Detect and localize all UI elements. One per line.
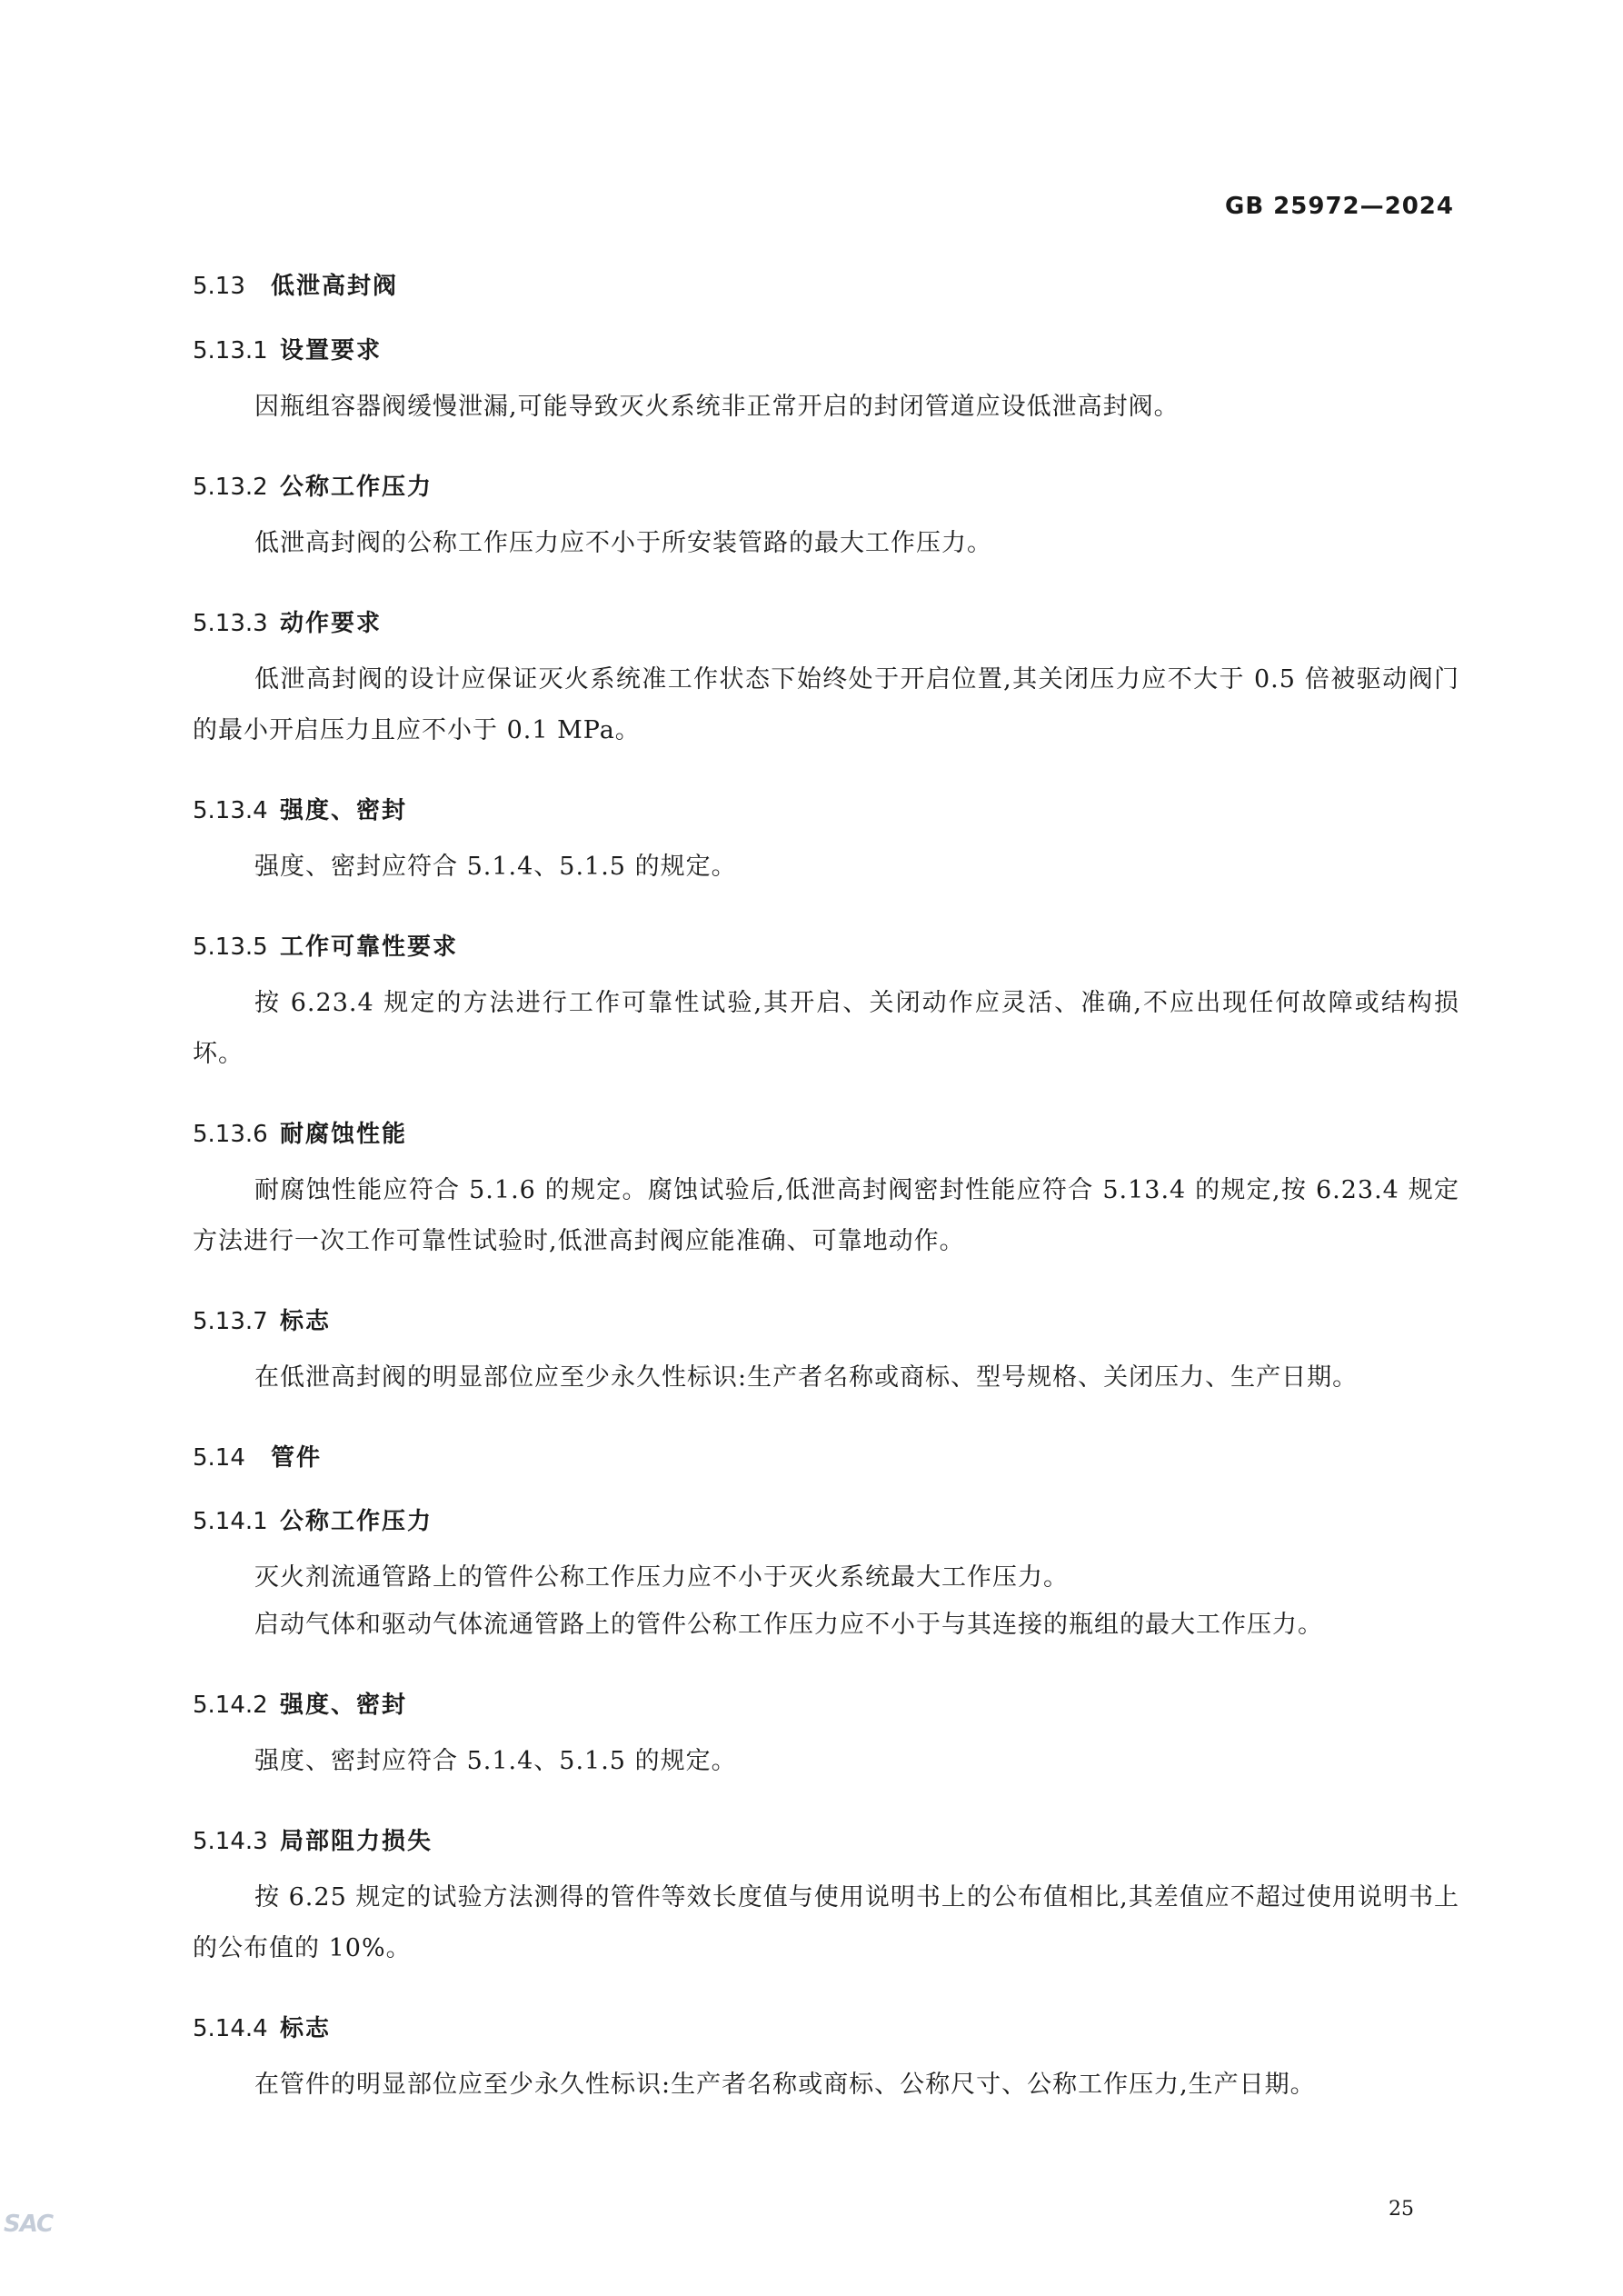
paragraph-5-14-1-a: 灭火剂流通管路上的管件公称工作压力应不小于灭火系统最大工作压力。 (254, 1563, 1069, 1592)
paragraph-5-13-5: 按 6.23.4 规定的方法进行工作可靠性试验,其开启、关闭动作应灵活、准确,不应出现任何故障或结构损坏。 (193, 989, 1459, 1068)
heading-5-13-6: 5.13.6 耐腐蚀性能 (193, 1121, 408, 1148)
paragraph-5-14-2: 强度、密封应符合 5.1.4、5.1.5 的规定。 (254, 1747, 737, 1775)
paragraph-5-13-6: 耐腐蚀性能应符合 5.1.6 的规定。腐蚀试验后,低泄高封阀密封性能应符合 5.13.4 的规定,按 6.23.4 规定方法进行一次工作可靠性试验时,低泄高封阀应能准确、可靠地动作。 (193, 1176, 1459, 1255)
heading-5-13-7: 5.13.7 标志 (193, 1308, 332, 1335)
heading-5-14-2: 5.14.2 强度、密封 (193, 1692, 408, 1719)
heading-5-13-2: 5.13.2 公称工作压力 (193, 474, 433, 501)
heading-5-14: 5.14 管件 (193, 1444, 323, 1472)
heading-5-14-1: 5.14.1 公称工作压力 (193, 1508, 433, 1535)
heading-5-13-1: 5.13.1 设置要求 (193, 337, 383, 364)
paragraph-5-13-2: 低泄高封阀的公称工作压力应不小于所安装管路的最大工作压力。 (254, 529, 992, 557)
standard-prefix: GB (1225, 193, 1265, 220)
heading-5-14-4: 5.14.4 标志 (193, 2015, 332, 2042)
standard-number: 25972—2024 (1273, 193, 1454, 220)
heading-5-14-3: 5.14.3 局部阻力损失 (193, 1828, 433, 1855)
paragraph-5-14-4: 在管件的明显部位应至少永久性标识:生产者名称或商标、公称尺寸、公称工作压力,生产日期。 (254, 2071, 1316, 2099)
heading-5-13: 5.13 低泄高封阀 (193, 273, 399, 300)
paragraph-5-14-1-b: 启动气体和驱动气体流通管路上的管件公称工作压力应不小于与其连接的瓶组的最大工作压力。 (254, 1611, 1323, 1639)
paragraph-5-13-3: 低泄高封阀的设计应保证灭火系统准工作状态下始终处于开启位置,其关闭压力应不大于 0.5 倍被驱动阀门的最小开启压力且应不小于 0.1 MPa。 (193, 665, 1459, 744)
page-number: 25 (1389, 2198, 1414, 2221)
paragraph-5-13-1: 因瓶组容器阀缓慢泄漏,可能导致灭火系统非正常开启的封闭管道应设低泄高封阀。 (254, 393, 1180, 421)
heading-5-13-3: 5.13.3 动作要求 (193, 610, 383, 637)
paragraph-5-14-3: 按 6.25 规定的试验方法测得的管件等效长度值与使用说明书上的公布值相比,其差值应不超过使用说明书上的公布值的 10%。 (193, 1883, 1459, 1962)
paragraph-5-13-7: 在低泄高封阀的明显部位应至少永久性标识:生产者名称或商标、型号规格、关闭压力、生产日期。 (254, 1363, 1359, 1392)
standard-code (1225, 193, 1454, 220)
heading-5-13-5: 5.13.5 工作可靠性要求 (193, 933, 459, 961)
sac-watermark-logo: SAC (4, 2211, 54, 2238)
paragraph-5-13-4: 强度、密封应符合 5.1.4、5.1.5 的规定。 (254, 853, 737, 881)
heading-5-13-4: 5.13.4 强度、密封 (193, 797, 408, 824)
